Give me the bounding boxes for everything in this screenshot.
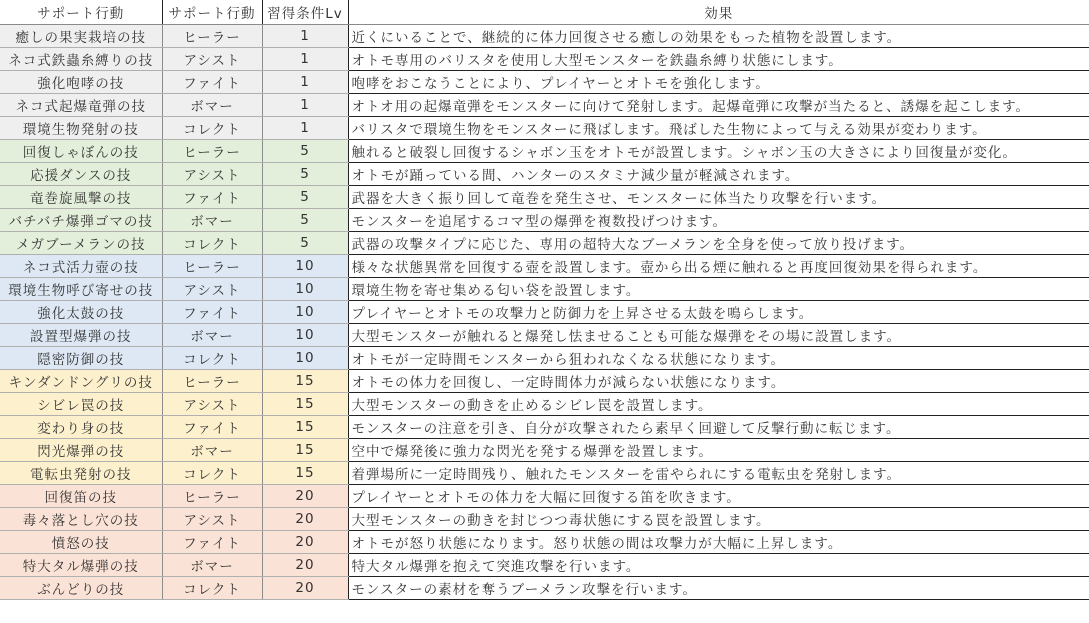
skill-name-cell[interactable]: メガブーメランの技 [0, 231, 162, 254]
skill-name-cell[interactable]: 設置型爆弾の技 [0, 323, 162, 346]
level-cell[interactable]: 20 [262, 553, 348, 576]
effect-cell[interactable]: 触れると破裂し回復するシャボン玉をオトモが設置します。シャボン玉の大きさにより回復量が変化。 [348, 139, 1089, 162]
skill-name-cell[interactable]: 回復しゃぼんの技 [0, 139, 162, 162]
skill-name-cell[interactable]: 癒しの果実栽培の技 [0, 24, 162, 47]
table-row [0, 24, 1089, 47]
effect-cell[interactable]: プレイヤーとオトモの攻撃力と防御力を上昇させる太鼓を鳴らします。 [348, 300, 1089, 323]
level-cell[interactable]: 10 [262, 254, 348, 277]
effect-cell[interactable]: 着弾場所に一定時間残り、触れたモンスターを雷やられにする電転虫を発射します。 [348, 461, 1089, 484]
effect-cell[interactable]: 武器の攻撃タイプに応じた、専用の超特大なブーメランを全身を使って放り投げます。 [348, 231, 1089, 254]
skill-name-cell[interactable]: 毒々落とし穴の技 [0, 507, 162, 530]
role-cell[interactable]: ファイト [162, 415, 262, 438]
level-cell[interactable]: 1 [262, 116, 348, 139]
role-cell[interactable]: アシスト [162, 162, 262, 185]
effect-cell[interactable]: 大型モンスターの動きを止めるシビレ罠を設置します。 [348, 392, 1089, 415]
effect-cell[interactable]: モンスターの注意を引き、自分が攻撃されたら素早く回避して反撃行動に転じます。 [348, 415, 1089, 438]
effect-cell[interactable]: オトモの体力を回復し、一定時間体力が減らない状態になります。 [348, 369, 1089, 392]
table-row [0, 70, 1089, 93]
role-cell[interactable]: アシスト [162, 47, 262, 70]
level-cell[interactable]: 15 [262, 369, 348, 392]
table-row [0, 369, 1089, 392]
skill-name-cell[interactable]: シビレ罠の技 [0, 392, 162, 415]
role-cell[interactable]: ヒーラー [162, 139, 262, 162]
effect-cell[interactable]: オトオ用の起爆竜弾をモンスターに向けて発射します。起爆竜弾に攻撃が当たると、誘爆を起こします。 [348, 93, 1089, 116]
table-row [0, 116, 1089, 139]
effect-cell[interactable]: モンスターの素材を奪うブーメラン攻撃を行います。 [348, 576, 1089, 599]
skill-name-cell[interactable]: キンダンドングリの技 [0, 369, 162, 392]
effect-cell[interactable]: 様々な状態異常を回復する壺を設置します。壺から出る煙に触れると再度回復効果を得られます。 [348, 254, 1089, 277]
skill-name-cell[interactable]: ぶんどりの技 [0, 576, 162, 599]
table-row [0, 438, 1089, 461]
skill-name-cell[interactable]: 憤怒の技 [0, 530, 162, 553]
role-cell[interactable]: ボマー [162, 323, 262, 346]
effect-cell[interactable]: オトモが踊っている間、ハンターのスタミナ減少量が軽減されます。 [348, 162, 1089, 185]
role-cell[interactable]: ボマー [162, 208, 262, 231]
skill-name-cell[interactable]: 強化太鼓の技 [0, 300, 162, 323]
table-row [0, 93, 1089, 116]
header-effect[interactable]: 効果 [348, 0, 1089, 24]
level-cell[interactable]: 10 [262, 300, 348, 323]
role-cell[interactable]: ヒーラー [162, 369, 262, 392]
effect-cell[interactable]: プレイヤーとオトモの体力を大幅に回復する笛を吹きます。 [348, 484, 1089, 507]
role-cell[interactable]: ボマー [162, 93, 262, 116]
level-cell[interactable]: 1 [262, 24, 348, 47]
effect-cell[interactable]: 咆哮をおこなうことにより、プレイヤーとオトモを強化します。 [348, 70, 1089, 93]
level-cell[interactable]: 5 [262, 139, 348, 162]
role-cell[interactable]: ヒーラー [162, 484, 262, 507]
effect-cell[interactable]: 環境生物を寄せ集める匂い袋を設置します。 [348, 277, 1089, 300]
level-cell[interactable]: 15 [262, 461, 348, 484]
role-cell[interactable]: ファイト [162, 185, 262, 208]
effect-cell[interactable]: 特大タル爆弾を抱えて突進攻撃を行います。 [348, 553, 1089, 576]
skill-name-cell[interactable]: 環境生物発射の技 [0, 116, 162, 139]
effect-cell[interactable]: オトモが怒り状態になります。怒り状態の間は攻撃力が大幅に上昇します。 [348, 530, 1089, 553]
level-cell[interactable]: 20 [262, 484, 348, 507]
level-cell[interactable]: 20 [262, 576, 348, 599]
table-row [0, 47, 1089, 70]
level-cell[interactable]: 15 [262, 415, 348, 438]
skill-name-cell[interactable]: 変わり身の技 [0, 415, 162, 438]
level-cell[interactable]: 1 [262, 93, 348, 116]
effect-cell[interactable]: オトモが一定時間モンスターから狙われなくなる状態になります。 [348, 346, 1089, 369]
role-cell[interactable]: アシスト [162, 507, 262, 530]
table-row [0, 415, 1089, 438]
role-cell[interactable]: コレクト [162, 461, 262, 484]
role-cell[interactable]: コレクト [162, 231, 262, 254]
table-row [0, 185, 1089, 208]
level-cell[interactable]: 5 [262, 231, 348, 254]
role-cell[interactable]: ボマー [162, 553, 262, 576]
role-cell[interactable]: アシスト [162, 392, 262, 415]
skill-name-cell[interactable]: 特大タル爆弾の技 [0, 553, 162, 576]
effect-cell[interactable]: 大型モンスターが触れると爆発し怯ませることも可能な爆弾をその場に設置します。 [348, 323, 1089, 346]
skill-name-cell[interactable]: 応援ダンスの技 [0, 162, 162, 185]
level-cell[interactable]: 10 [262, 323, 348, 346]
skill-name-cell[interactable]: バチバチ爆弾ゴマの技 [0, 208, 162, 231]
effect-cell[interactable]: 空中で爆発後に強力な閃光を発する爆弾を設置します。 [348, 438, 1089, 461]
skill-name-cell[interactable]: 竜巻旋風撃の技 [0, 185, 162, 208]
header-support-action-role[interactable]: サポート行動 [162, 0, 262, 24]
table-row [0, 484, 1089, 507]
role-cell[interactable]: ヒーラー [162, 254, 262, 277]
level-cell[interactable]: 10 [262, 277, 348, 300]
table-row [0, 530, 1089, 553]
role-cell[interactable]: ヒーラー [162, 24, 262, 47]
table-row [0, 277, 1089, 300]
role-cell[interactable]: ファイト [162, 530, 262, 553]
level-cell[interactable]: 5 [262, 208, 348, 231]
level-cell[interactable]: 20 [262, 530, 348, 553]
skill-name-cell[interactable]: 強化咆哮の技 [0, 70, 162, 93]
level-cell[interactable]: 1 [262, 70, 348, 93]
table-row [0, 346, 1089, 369]
effect-cell[interactable]: 近くにいることで、継続的に体力回復させる癒しの効果をもった植物を設置します。 [348, 24, 1089, 47]
role-cell[interactable]: コレクト [162, 346, 262, 369]
skill-name-cell[interactable]: ネコ式活力壺の技 [0, 254, 162, 277]
role-cell[interactable]: ボマー [162, 438, 262, 461]
level-cell[interactable]: 1 [262, 47, 348, 70]
table-row [0, 162, 1089, 185]
effect-cell[interactable]: バリスタで環境生物をモンスターに飛ばします。飛ばした生物によって与える効果が変わります。 [348, 116, 1089, 139]
table-row [0, 392, 1089, 415]
level-cell[interactable]: 5 [262, 162, 348, 185]
table-row [0, 576, 1089, 599]
level-cell[interactable]: 5 [262, 185, 348, 208]
effect-cell[interactable]: 大型モンスターの動きを封じつつ毒状態にする罠を設置します。 [348, 507, 1089, 530]
level-cell[interactable]: 10 [262, 346, 348, 369]
table-row [0, 461, 1089, 484]
effect-cell[interactable]: 武器を大きく振り回して竜巻を発生させ、モンスターに体当たり攻撃を行います。 [348, 185, 1089, 208]
table-row [0, 507, 1089, 530]
role-cell[interactable]: コレクト [162, 576, 262, 599]
effect-cell[interactable]: オトモ専用のバリスタを使用し大型モンスターを鉄蟲糸縛り状態にします。 [348, 47, 1089, 70]
role-cell[interactable]: ファイト [162, 300, 262, 323]
table-row [0, 553, 1089, 576]
table-row [0, 208, 1089, 231]
skill-name-cell[interactable]: 環境生物呼び寄せの技 [0, 277, 162, 300]
header-support-action-name[interactable]: サポート行動 [0, 0, 162, 24]
role-cell[interactable]: ファイト [162, 70, 262, 93]
skill-name-cell[interactable]: 閃光爆弾の技 [0, 438, 162, 461]
table-row [0, 300, 1089, 323]
role-cell[interactable]: アシスト [162, 277, 262, 300]
role-cell[interactable]: コレクト [162, 116, 262, 139]
skill-name-cell[interactable]: 回復笛の技 [0, 484, 162, 507]
skill-name-cell[interactable]: 隠密防御の技 [0, 346, 162, 369]
level-cell[interactable]: 15 [262, 438, 348, 461]
table-row [0, 231, 1089, 254]
level-cell[interactable]: 20 [262, 507, 348, 530]
skill-name-cell[interactable]: ネコ式鉄蟲糸縛りの技 [0, 47, 162, 70]
level-cell[interactable]: 15 [262, 392, 348, 415]
header-required-level[interactable]: 習得条件Lv [262, 0, 348, 24]
effect-cell[interactable]: モンスターを追尾するコマ型の爆弾を複数投げつけます。 [348, 208, 1089, 231]
skill-name-cell[interactable]: 電転虫発射の技 [0, 461, 162, 484]
table-row [0, 254, 1089, 277]
table-row [0, 139, 1089, 162]
skill-name-cell[interactable]: ネコ式起爆竜弾の技 [0, 93, 162, 116]
header-row [0, 0, 1089, 24]
table-row [0, 323, 1089, 346]
